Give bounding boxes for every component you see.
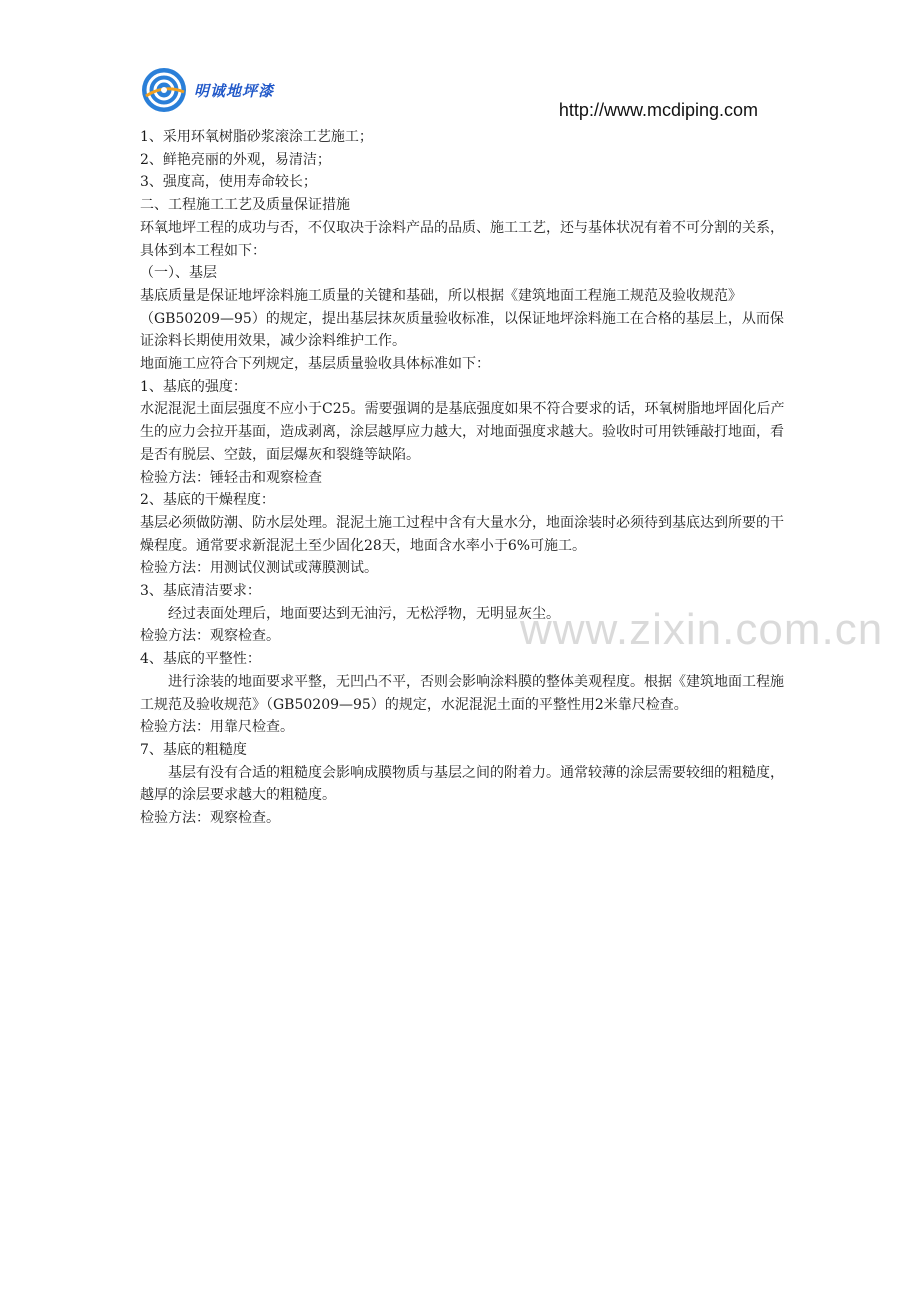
item-heading: 4、基底的平整性：: [140, 651, 261, 668]
inspection-method: 检验方法：观察检查。: [140, 810, 280, 827]
inspection-method: 检验方法：锤轻击和观察检查: [140, 469, 322, 486]
inspection-method: 检验方法：观察检查。: [140, 628, 280, 645]
paragraph: 水泥混泥土面层强度不应小于C25。需要强调的是基底强度如果不符合要求的话，环氧树脂地坪固化后产生的应力会拉开基面，造成剥离，涂层越厚应力越大，对地面强度求越大。验收时可用铁锤敲打地面，看是否有脱层、空鼓，面层爆灰和裂缝等缺陷。: [140, 401, 785, 463]
list-item: 3、强度高，使用寿命较长；: [140, 174, 317, 191]
paragraph: 环氧地坪工程的成功与否，不仅取决于涂料产品的品质、施工工艺，还与基体状况有着不可分割的关系，具体到本工程如下：: [140, 219, 784, 259]
watermark: www.zixin.com.cn: [520, 605, 884, 654]
paragraph: 基层必须做防潮、防水层处理。混泥土施工过程中含有大量水分，地面涂装时必须待到基底达到所要的干燥程度。通常要求新混泥土至少固化28天，地面含水率小于6%可施工。: [140, 514, 784, 554]
inspection-method: 检验方法：用测试仪测试或薄膜测试。: [140, 560, 378, 577]
paragraph: 基底质量是保证地坪涂料施工质量的关键和基础，所以根据《建筑地面工程施工规范及验收规范》（GB50209—95）的规定，提出基层抹灰质量验收标准，以保证地坪涂料施工在合格的基层上，从而保证涂料长期使用效果，减少涂料维护工作。: [140, 287, 784, 350]
paragraph: 进行涂装的地面要求平整，无凹凸不平，否则会影响涂料膜的整体美观程度。根据《建筑地面工程施工规范及验收规范》（GB50209—95）的规定，水泥混泥土面的平整性用2米靠尺检查。: [140, 673, 784, 713]
document-body: [140, 126, 790, 830]
page-header: [140, 62, 780, 122]
item-heading: 3、基底清洁要求：: [140, 583, 261, 600]
item-heading: 1、基底的强度：: [140, 378, 247, 395]
section-heading: 二、工程施工工艺及质量保证措施: [140, 197, 350, 214]
paragraph: 基层有没有合适的粗糙度会影响成膜物质与基层之间的附着力。通常较薄的涂层需要较细的粗糙度，越厚的涂层要求越大的粗糙度。: [140, 764, 784, 804]
list-item: 2、鲜艳亮丽的外观，易清洁；: [140, 151, 331, 168]
company-logo: [140, 62, 274, 118]
paragraph: 地面施工应符合下列规定，基层质量验收具体标准如下：: [140, 356, 490, 373]
paragraph: 经过表面处理后，地面要达到无油污，无松浮物，无明显灰尘。: [168, 605, 560, 622]
globe-logo-icon: [140, 66, 188, 114]
item-heading: 7、基底的粗糙度: [140, 741, 247, 758]
item-heading: 2、基底的干燥程度：: [140, 492, 275, 509]
logo-text: 明诚地坪漆: [194, 81, 275, 100]
subsection-heading: （一）、基层: [140, 265, 217, 282]
list-item: 1、采用环氧树脂砂浆滚涂工艺施工；: [140, 129, 373, 145]
website-url[interactable]: http://www.mcdiping.com: [558, 100, 758, 120]
inspection-method: 检验方法：用靠尺检查。: [140, 719, 294, 736]
